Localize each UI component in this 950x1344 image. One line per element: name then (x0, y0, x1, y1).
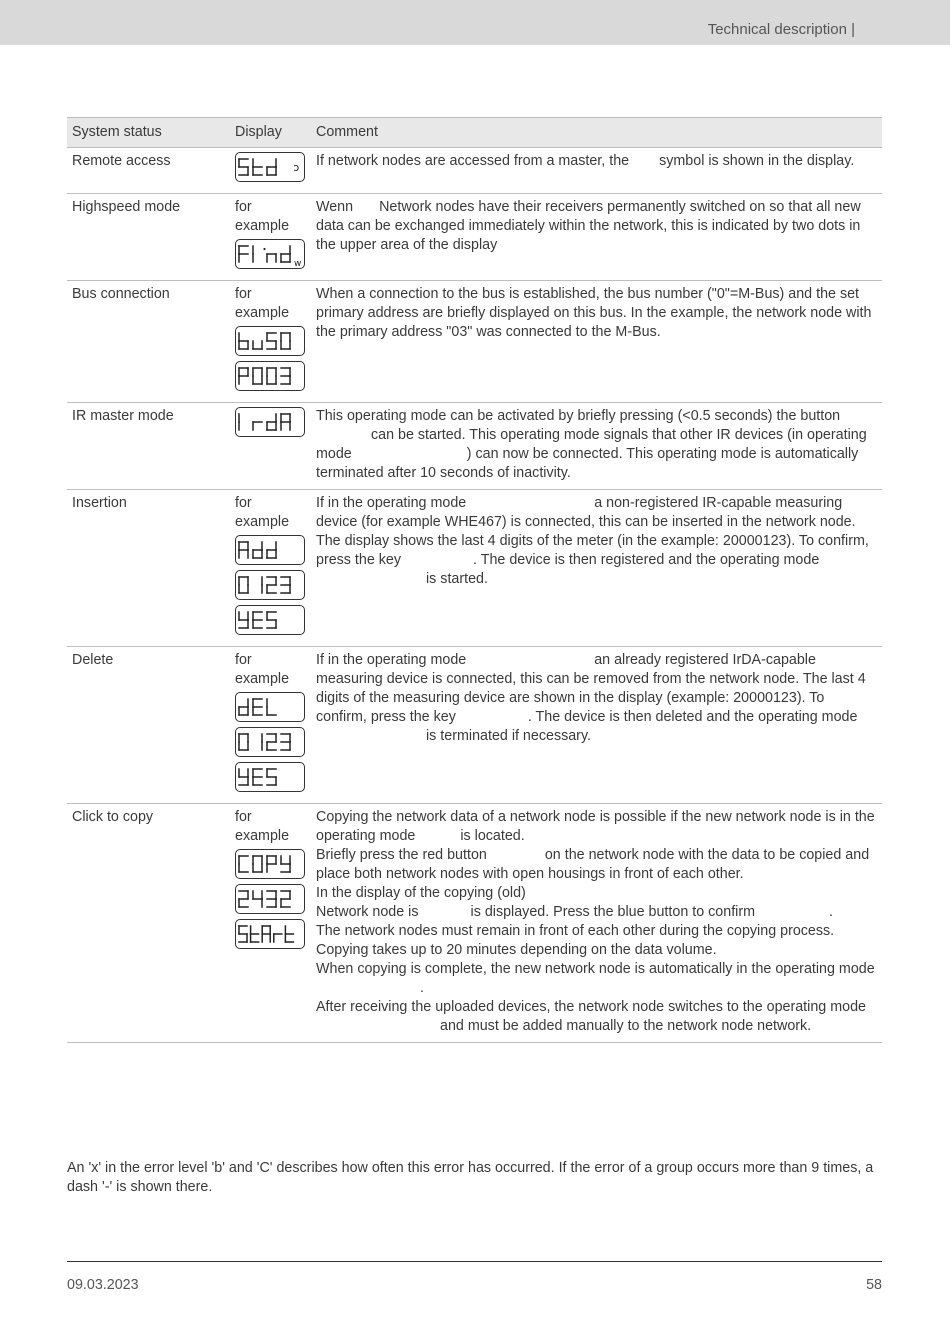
for-example-label: for example (235, 809, 290, 844)
table-row (67, 148, 882, 194)
lcd-display-yes (235, 605, 305, 635)
comment-text: The network nodes must remain in front of each other during the copying process. Copying takes up to 20 minutes depending on the data volume. (316, 923, 835, 958)
page-number: 58 (866, 1277, 882, 1293)
lcd-segments (236, 763, 304, 791)
lcd-segments (236, 693, 304, 721)
comment-text: Network nodes have their receivers permanently switched on so that all new data can be exchanged immediately within the network, this is indicated by two dots in the upper area of the display (316, 199, 861, 253)
lcd-display-add (235, 535, 305, 565)
status-cell: Delete (67, 647, 230, 804)
lcd-display-irda (235, 407, 305, 437)
comment-text: When copying is complete, the new network node is automatically in the operating mode (316, 961, 875, 977)
lcd-display-digits (235, 884, 305, 914)
comment-text: . The device is then deleted and the operating mode (527, 709, 858, 725)
comment-text: on the network node with the data to be copied and place both network nodes with open housings in front of each other. (316, 847, 870, 882)
comment-text: Network node is (316, 904, 419, 920)
comment-text: is terminated if necessary. (426, 728, 592, 744)
lcd-indicator: w (294, 259, 302, 268)
comment-text: Briefly press the red button (316, 847, 487, 863)
comment-text: ) can now be connected. This operating mode is automatically terminated after 10 seconds of inactivity. (316, 446, 859, 481)
footer-divider (67, 1261, 882, 1262)
lcd-display-digits (235, 727, 305, 757)
status-cell: Remote access (67, 148, 230, 194)
header-display: Display (230, 118, 311, 148)
comment-text: a non-registered IR-capable measuring device (for example WHE467) is connected, this can be inserted in the network node. The display shows the last 4 digits of the meter (in the example: 20000123). To confirm, press the key (316, 495, 869, 568)
table-row (67, 403, 882, 490)
status-cell: Click to copy (67, 804, 230, 1043)
lcd-segments (236, 571, 304, 599)
table-row (67, 804, 882, 1043)
comment-text: is started. (426, 571, 488, 587)
lcd-segments (236, 885, 304, 913)
comment-cell (311, 148, 882, 194)
header-comment: Comment (311, 118, 882, 148)
comment-text: If network nodes are accessed from a master, the (316, 153, 630, 169)
header-title: Technical description | (707, 21, 855, 38)
lcd-display-del (235, 692, 305, 722)
lcd-display-digits (235, 570, 305, 600)
comment-text: symbol is shown in the display. (659, 153, 855, 169)
display-cell (230, 194, 311, 281)
comment-text: If in the operating mode (316, 652, 467, 668)
display-cell (230, 804, 311, 1043)
lcd-display-std (235, 152, 305, 182)
display-cell (230, 490, 311, 647)
comment-cell (311, 490, 882, 647)
status-cell: Highspeed mode (67, 194, 230, 281)
for-example-label: for example (235, 286, 290, 321)
lcd-display-address (235, 361, 305, 391)
lcd-indicator: ɔ (293, 161, 300, 174)
table-row (67, 194, 882, 281)
lcd-segments (236, 536, 304, 564)
footnote: An 'x' in the error level 'b' and 'C' describes how often this error has occurred. If the error of a group occurs more than 9 times, a dash '-' is shown there. (67, 1160, 874, 1195)
comment-text: and must be added manually to the network node network. (440, 1018, 812, 1034)
lcd-segments (236, 153, 304, 181)
comment-cell (311, 804, 882, 1043)
comment-text: . The device is then registered and the operating mode (473, 552, 820, 568)
comment-cell (311, 194, 882, 281)
comment-cell (311, 403, 882, 490)
for-example-label: for example (235, 495, 290, 530)
for-example-label: for example (235, 199, 290, 234)
comment-text: an already registered IrDA-capable measuring device is connected, this can be removed from the network node. The last 4 digits of the measuring device are shown in the display (example: 20000123). To confirm, press the key (316, 652, 866, 725)
table-header-row (67, 118, 882, 148)
comment-cell (311, 647, 882, 804)
lcd-segments (236, 408, 304, 436)
lcd-segments (236, 728, 304, 756)
display-cell (230, 647, 311, 804)
header-system-status: System status (67, 118, 230, 148)
lcd-segments (236, 327, 304, 355)
lcd-segments (236, 850, 304, 878)
comment-text: . (420, 980, 424, 996)
display-cell (230, 148, 311, 194)
lcd-segments (236, 240, 304, 268)
system-status-table (67, 117, 882, 1043)
table-row (67, 490, 882, 647)
lcd-display-start (235, 919, 305, 949)
lcd-segments (236, 920, 304, 948)
lcd-display-find (235, 239, 305, 269)
lcd-segments (236, 362, 304, 390)
table-row (67, 647, 882, 804)
display-cell (230, 281, 311, 403)
comment-text: This operating mode can be activated by briefly pressing (<0.5 seconds) the button (316, 408, 841, 424)
comment-text: is displayed. Press the blue button to confirm (470, 904, 756, 920)
lcd-display-bus (235, 326, 305, 356)
comment-text: Wenn (316, 199, 354, 215)
lcd-display-yes (235, 762, 305, 792)
lcd-segments (236, 606, 304, 634)
display-cell (230, 403, 311, 490)
table-row (67, 281, 882, 403)
comment-text: . (829, 904, 833, 920)
comment-text: is located. (460, 828, 525, 844)
comment-text: Copying the network data of a network node is possible if the new network node is in the operating mode (316, 809, 875, 844)
comment-text: In the display of the copying (old) (316, 885, 526, 901)
comment-text: If in the operating mode (316, 495, 467, 511)
lcd-dot (263, 248, 265, 250)
comment-text: can be started. This operating mode signals that other IR devices (in operating mode (316, 427, 867, 462)
comment-cell: When a connection to the bus is established, the bus number ("0"=M-Bus) and the set primary address are briefly displayed on this bus. In the example, the network node with the primary address "03" was connected to the M-Bus. (311, 281, 882, 403)
footer-date: 09.03.2023 (67, 1277, 139, 1293)
lcd-display-copy (235, 849, 305, 879)
status-cell: IR master mode (67, 403, 230, 490)
status-cell: Insertion (67, 490, 230, 647)
for-example-label: for example (235, 652, 290, 687)
status-cell: Bus connection (67, 281, 230, 403)
comment-text: After receiving the uploaded devices, the network node switches to the operating mode (316, 999, 866, 1015)
